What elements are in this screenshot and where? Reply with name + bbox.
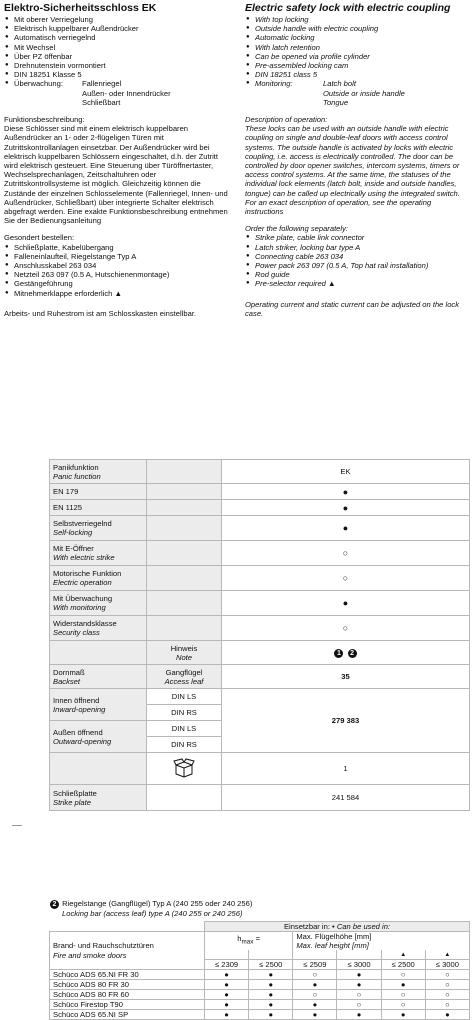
- german-description: [4, 115, 232, 225]
- height-en: Max. leaf height [mm]: [296, 941, 369, 950]
- list-item: ● Schließplatte, Kabelübergang: [4, 243, 232, 252]
- row-label: Dornmaß: [53, 667, 85, 677]
- table-cell: ●: [337, 970, 381, 980]
- english-title: Electric safety lock with electric coupling: [245, 2, 451, 14]
- table-cell: ●: [337, 1010, 381, 1020]
- list-item: ● Outside handle with electric coupling: [245, 24, 471, 33]
- table-cell: ●: [205, 1010, 249, 1020]
- table-row: [50, 460, 470, 484]
- row-label: DIN LS: [147, 721, 222, 737]
- order-title: Gesondert bestellen:: [4, 233, 75, 243]
- table-cell: 279 383: [222, 689, 470, 753]
- english-current-note: Operating current and static current can be adjusted on the lock case.: [245, 299, 460, 318]
- table-cell: ●: [222, 484, 470, 500]
- height-de: Max. Flügelhöhe [mm]: [296, 932, 372, 941]
- order-title: Order the following separately:: [245, 224, 348, 234]
- monitoring-value: Außen- oder Innendrücker: [82, 88, 171, 98]
- usable-en: Can be used in:: [336, 921, 391, 931]
- table-cell: ●: [425, 1010, 469, 1020]
- list-item: ● Elektrisch kuppelbarer Außendrücker: [4, 24, 232, 33]
- table-row: [50, 980, 470, 990]
- footnote-en: Locking bar (access leaf) type A (240 255 or 240 256): [62, 909, 243, 918]
- table-row: [50, 970, 470, 980]
- table-cell: [222, 641, 470, 665]
- list-item: ● Latch striker, locking bar type A: [245, 243, 471, 252]
- doors-en: Fire and smoke doors: [53, 950, 127, 960]
- column-header: ≤ 3000: [337, 960, 381, 970]
- monitoring-value: Latch bolt: [323, 79, 356, 89]
- table-cell: ●: [222, 591, 470, 616]
- table-row: [50, 516, 470, 541]
- list-item: ● Gestängeführung: [4, 279, 232, 288]
- hmax-sub: max: [241, 938, 254, 946]
- table-row: [50, 922, 470, 932]
- row-label-en: Panic function: [53, 471, 101, 481]
- english-column: [245, 2, 471, 318]
- table-row: [50, 541, 470, 566]
- table-cell: ○: [222, 541, 470, 566]
- table-cell: ●: [205, 990, 249, 1000]
- table-cell: ○: [425, 1000, 469, 1010]
- column-header: ≤ 2309: [205, 960, 249, 970]
- table-cell: ○: [425, 980, 469, 990]
- table-cell: ○: [222, 566, 470, 591]
- row-label: Widerstandsklasse: [53, 619, 117, 628]
- german-column: [4, 2, 232, 318]
- list-item: ● Drehnutenstein vormontiert: [4, 61, 232, 70]
- list-item: ● Automatic locking: [245, 33, 471, 42]
- list-item: ● Pre-selector required ▲: [245, 279, 471, 288]
- row-label: Selbstverriegelnd: [53, 519, 112, 528]
- table-cell: ●: [249, 990, 293, 1000]
- monitoring-value: Outside or inside handle: [323, 88, 405, 98]
- row-label: Schüco Firestop T90: [50, 1000, 205, 1010]
- usage-table: [49, 921, 470, 1020]
- table-cell: ●: [249, 970, 293, 980]
- hmax-eq: =: [255, 934, 261, 944]
- table-row: [50, 566, 470, 591]
- table-row: [50, 641, 470, 665]
- description-text: These locks can be used with an outside handle with electric coupling on single and double-leaf doors with access control systems. The outside handle is activated by locks with electric coupling, i.e. access is electrically controlled. The door can be controlled by door opener switches, intercom systems, timers or access control systems. At the same time, the statuses of the individual lock elements (latch bolt, inside and outside handles, tongue) can be called up electrically using the integrated switch. For an exact description of operation, see the operating instructions: [245, 124, 460, 217]
- english-order-section: [245, 224, 471, 288]
- table-row: [50, 1000, 470, 1010]
- table-cell: ●: [293, 980, 337, 990]
- table-header: [205, 922, 470, 932]
- table-cell: ○: [222, 616, 470, 641]
- table-cell: ●: [205, 1000, 249, 1010]
- triangle-icon: ▲: [381, 950, 425, 960]
- note-2-icon: 2: [50, 900, 59, 909]
- table-cell: EK: [222, 460, 470, 484]
- list-item: ● Automatisch verriegelnd: [4, 33, 232, 42]
- german-title: Elektro-Sicherheitsschloss EK: [4, 2, 157, 14]
- list-item: ● Falleneinlaufteil, Riegelstange Typ A: [4, 252, 232, 261]
- row-label: DIN RS: [147, 737, 222, 753]
- list-item: [4, 79, 232, 107]
- row-label: Mit Überwachung: [53, 594, 113, 603]
- table-cell: ○: [425, 970, 469, 980]
- table-row: [50, 665, 470, 689]
- package-icon: [173, 758, 195, 778]
- list-item: ● With top locking: [245, 15, 471, 24]
- list-item: ● Rod guide: [245, 270, 471, 279]
- table-cell: ●: [381, 980, 425, 990]
- row-label-en: Note: [175, 652, 193, 662]
- list-item: ● Mit Wechsel: [4, 43, 232, 52]
- table-cell: ○: [381, 990, 425, 1000]
- monitoring-label: ● Monitoring:: [255, 79, 293, 89]
- row-label: Innen öffnend: [53, 695, 100, 705]
- table-cell: 1: [222, 753, 470, 785]
- row-label-en: Strike plate: [53, 797, 91, 807]
- monitoring-label: ● Überwachung:: [14, 79, 63, 89]
- list-item: ● DIN 18251 Klasse 5: [4, 70, 232, 79]
- row-label-en: Backset: [53, 676, 81, 686]
- column-header: ≤ 3000: [425, 960, 469, 970]
- row-label: Mit E-Öffner: [53, 544, 94, 553]
- row-label: DIN RS: [147, 705, 222, 721]
- table-cell: ○: [337, 990, 381, 1000]
- note-1-icon: 1: [334, 649, 343, 658]
- footnote: [49, 899, 252, 918]
- row-label: Panikfunktion: [53, 462, 99, 472]
- row-label: Hinweis: [170, 643, 198, 653]
- description-title: Funktionsbeschreibung:: [4, 115, 85, 125]
- table-row: [50, 500, 470, 516]
- table-cell: ●: [381, 1010, 425, 1020]
- hmax-label: [237, 934, 261, 946]
- table-row: [50, 1010, 470, 1020]
- column-header: ≤ 2509: [293, 960, 337, 970]
- table-row: [50, 932, 470, 951]
- table-cell: ○: [381, 1000, 425, 1010]
- german-current-note: Arbeits- und Ruhestrom ist am Schlosskasten einstellbar.: [4, 308, 197, 318]
- table-row: [50, 785, 470, 811]
- row-label-en: Access leaf: [164, 676, 204, 686]
- list-item: ● DIN 18251 class 5: [245, 70, 471, 79]
- table-cell: 35: [222, 665, 470, 689]
- table-cell: ●: [222, 516, 470, 541]
- hmax-h: h: [237, 934, 242, 944]
- list-item: ● Anschlusskabel 263 034: [4, 261, 232, 270]
- row-label-en: Electric operation: [53, 578, 112, 587]
- row-label-en: Outward-opening: [53, 736, 112, 746]
- row-label: Schüco ADS 65.NI SP: [50, 1010, 205, 1020]
- table-cell: ●: [249, 1010, 293, 1020]
- doors-de: Brand- und Rauchschutztüren: [53, 940, 154, 950]
- table-row: [50, 753, 470, 785]
- table-cell: ○: [381, 970, 425, 980]
- german-feature-list: [4, 15, 232, 107]
- table-cell: ●: [222, 500, 470, 516]
- table-cell: ●: [205, 980, 249, 990]
- description-text: Diese Schlösser sind mit einem elektrisch kuppelbaren Außendrücker an 1- oder 2-flügeligen Türen mit Zutrittskontrollanlagen einsetzbar. Der Außendrücker wird bei elektrisch kuppelbaren Schlössern eingeschaltet, d.h. der Zutritt wird elektrisch gesteuert. Eine Steuerung über Türöffnertaster, Wechselsprechanlagen, Zeitschaltuhren oder Zutrittskontrollsysteme ist möglich. Gleichzeitig können die Zustände der einzelnen Schlosselemente (Fallenriegel, Innen- und Außendrücker, Schließbart) über integrierte Schalter elektrisch abgefragt werden. Eine exakte Funktionsbeschreibung entnehmen Sie der Bedienungsanleitung: [4, 124, 228, 226]
- monitoring-value: Schließbart: [82, 97, 121, 107]
- table-cell: ○: [337, 1000, 381, 1010]
- row-label: Gangflügel: [165, 667, 203, 677]
- table-cell: ●: [249, 980, 293, 990]
- row-label: Schüco ADS 65.NI FR 30: [50, 970, 205, 980]
- list-item: ● Power pack 263 097 (0.5 A, Top hat rail installation): [245, 261, 471, 270]
- row-label-en: Self-locking: [53, 528, 93, 537]
- row-label-en: With electric strike: [53, 553, 115, 562]
- monitoring-value: Fallenriegel: [82, 79, 122, 89]
- table-cell: ●: [293, 1000, 337, 1010]
- column-header: ≤ 2500: [249, 960, 293, 970]
- triangle-icon: ▲: [425, 950, 469, 960]
- table-row: [50, 591, 470, 616]
- table-cell: ○: [293, 990, 337, 1000]
- row-label: Motorische Funktion: [53, 569, 122, 578]
- table-cell: ●: [205, 970, 249, 980]
- list-item: ● Mitnehmerklappe erforderlich ▲: [4, 289, 232, 298]
- list-item: ● Mit oberer Verriegelung: [4, 15, 232, 24]
- row-label: Schüco ADS 80 FR 60: [50, 990, 205, 1000]
- margin-mark: [12, 825, 22, 826]
- table-cell: 241 584: [222, 785, 470, 811]
- table-cell: ●: [249, 1000, 293, 1010]
- table-row: [50, 616, 470, 641]
- english-description: [245, 115, 471, 216]
- note-2-icon: 2: [348, 649, 357, 658]
- list-item: ● With latch retention: [245, 43, 471, 52]
- footnote-de: Riegelstange (Gangflügel) Typ A (240 255 oder 240 256): [62, 899, 253, 908]
- column-header: ≤ 2500: [381, 960, 425, 970]
- list-item: ● Netzteil 263 097 (0.5 A, Hutschienenmontage): [4, 270, 232, 279]
- row-label: DIN LS: [147, 689, 222, 705]
- row-label: Schüco ADS 80 FR 30: [50, 980, 205, 990]
- german-order-section: [4, 233, 232, 297]
- table-row: [50, 990, 470, 1000]
- description-title: Description of operation:: [245, 115, 328, 125]
- spec-table: [49, 459, 470, 811]
- list-item: [245, 79, 471, 107]
- usable-de: Einsetzbar in: •: [283, 921, 335, 931]
- table-cell: ○: [425, 990, 469, 1000]
- english-feature-list: [245, 15, 471, 107]
- row-label: EN 179: [50, 484, 147, 500]
- table-row: [50, 689, 470, 705]
- row-label: Außen öffnend: [53, 727, 103, 737]
- list-item: ● Can be opened via profile cylinder: [245, 52, 471, 61]
- monitoring-value: Tongue: [323, 97, 349, 107]
- table-cell: ●: [293, 1010, 337, 1020]
- row-label-en: With monitoring: [53, 603, 106, 612]
- table-row: [50, 484, 470, 500]
- table-cell: ○: [293, 970, 337, 980]
- row-label: Schließplatte: [53, 788, 97, 798]
- list-item: ● Pre-assembled locking cam: [245, 61, 471, 70]
- list-item: ● Strike plate, cable link connector: [245, 233, 471, 242]
- table-cell: ●: [337, 980, 381, 990]
- row-label: EN 1125: [50, 500, 147, 516]
- list-item: ● Connecting cable 263 034: [245, 252, 471, 261]
- row-label-en: Inward-opening: [53, 704, 106, 714]
- list-item: ● Über PZ öffenbar: [4, 52, 232, 61]
- row-label-en: Security class: [53, 628, 100, 637]
